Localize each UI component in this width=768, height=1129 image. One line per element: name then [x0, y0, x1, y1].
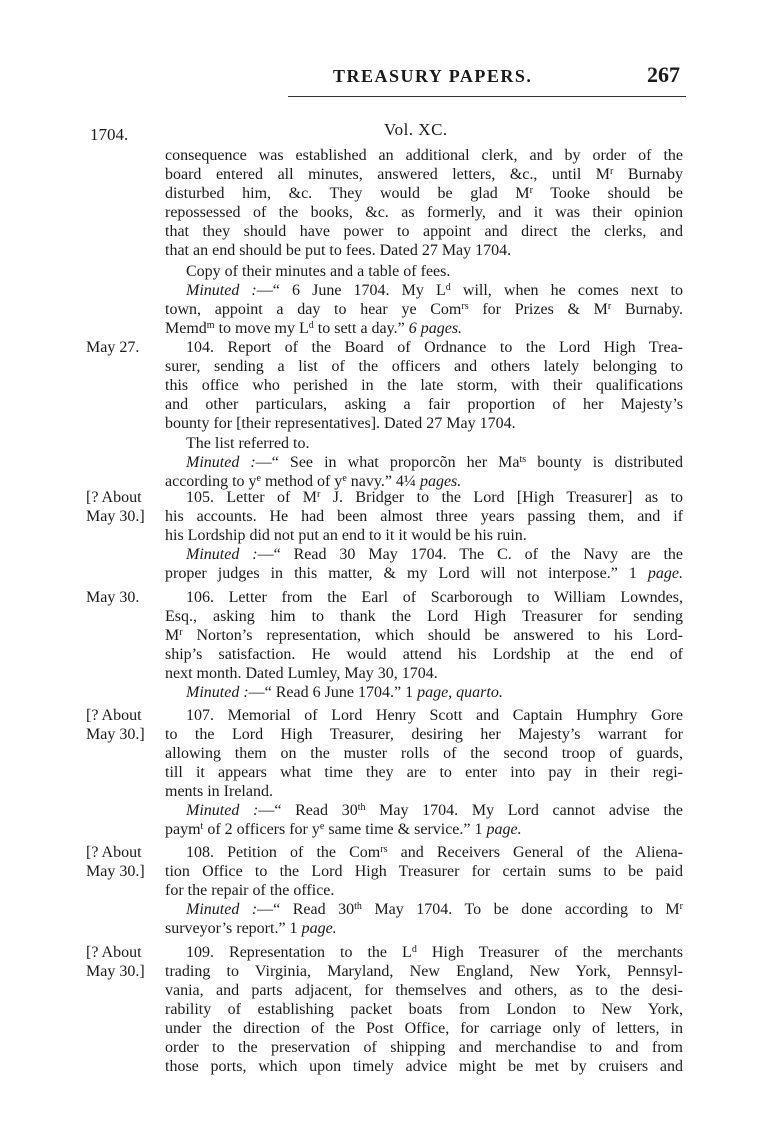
text-line: 108. Petition of the Com$^{rs}$ and Receivers General of the Aliena-: [186, 844, 684, 861]
margin-date: [? About: [86, 944, 142, 961]
margin-date: May 30.]: [86, 726, 145, 743]
minute-line: Minuted :—“ 6 June 1704. My $L^d$ will, when he comes next to: [186, 282, 683, 299]
text-line: 106. Letter from the Earl of Scarborough to William Lowndes,: [186, 589, 683, 606]
text-line: $M^r$ Norton’s representation, which should be answered to his Lord-: [165, 627, 683, 644]
text-line: disturbed him, &c. They would be glad $M^r$ Tooke should be: [165, 185, 683, 202]
text-line: 104. Report of the Board of Ordnance to the Lord High Trea-: [186, 339, 683, 356]
text-line: order to the preservation of shipping and merchandise to and from: [165, 1039, 683, 1056]
margin-date: May 30.]: [86, 508, 145, 525]
minute-line: Minuted :—“ Read 30 May 1704. The C. of the Navy are the: [186, 546, 684, 563]
text-line: his accounts. He had been almost three years passing them, and if: [165, 508, 683, 525]
text-line: board entered all minutes, answered letters, &c., until $M^r$ Burnaby: [165, 166, 684, 183]
text-line: 109. Representation to the $L^d$ High Treasurer of the merchants: [186, 944, 684, 961]
text-line: allowing them on the muster rolls of the second troop of guards,: [165, 745, 683, 762]
text-line: bounty for [their representatives]. Dated 27 May 1704.: [165, 415, 516, 432]
text-line: Memd$^m$ to move my $L^d$ to sett a day.” 6 pages.: [165, 320, 463, 337]
text-line: to the Lord High Treasurer, desiring her Majesty’s warrant for: [165, 726, 683, 743]
margin-date: [? About: [86, 489, 142, 506]
volume-heading: Vol. XC.: [384, 120, 448, 139]
text-line: 105. Letter of $M^r$ J. Bridger to the Lord [High Treasurer] as to: [186, 489, 684, 506]
margin-date: May 30.]: [86, 963, 145, 980]
text-line: ship’s satisfaction. He would attend his Lordship at the end of: [165, 646, 683, 663]
text-line: that an end should be put to fees. Dated 27 May 1704.: [165, 242, 512, 259]
text-line: paym$^t$ of 2 officers for $y^e$ same time & service.” 1 page.: [165, 821, 522, 838]
text-line: that they should have power to appoint and direct the clerks, and: [165, 223, 683, 240]
running-head: TREASURY PAPERS.: [333, 66, 533, 86]
margin-date: May 27.: [86, 339, 140, 356]
text-line: this office who perished in the late storm, with their qualifications: [165, 377, 683, 394]
text-line: surveyor’s report.” 1 page.: [165, 920, 337, 937]
text-line: surer, sending a list of the officers and others lately belonging to: [165, 358, 683, 375]
text-line: according to $y^e$ method of $y^e$ navy.” 4¼ pages.: [165, 473, 462, 490]
margin-year: 1704.: [90, 125, 129, 144]
text-line: his Lordship did not put an end to it it would be his ruin.: [165, 527, 527, 544]
text-line: Copy of their minutes and a table of fees.: [186, 263, 451, 280]
text-line: tion Office to the Lord High Treasurer for certain sums to be paid: [165, 863, 683, 880]
text-line: 107. Memorial of Lord Henry Scott and Captain Humphry Gore: [186, 707, 683, 724]
text-line: The list referred to.: [186, 435, 310, 452]
text-line: repossessed of the books, &c. as formerly, and it was their opinion: [165, 204, 683, 221]
text-line: and other particulars, asking a fair proportion of her Majesty’s: [165, 396, 683, 413]
margin-date: May 30.]: [86, 863, 145, 880]
text-line: vania, and parts adjacent, for themselves and others, as to the desi-: [165, 982, 683, 999]
text-line: town, appoint a day to hear ye Com$^{rs}$ for Prizes & $M^r$ Burnaby.: [165, 301, 684, 318]
text-line: ments in Ireland.: [165, 783, 273, 800]
margin-date: May 30.: [86, 589, 140, 606]
minute-line: Minuted :—“ See in what proporcõn her $Ma^{ts}$ bounty is distributed: [186, 454, 683, 471]
text-line: Esq., asking him to thank the Lord High Treasurer for sending: [165, 608, 683, 625]
margin-date: [? About: [86, 844, 142, 861]
text-line: rability of establishing packet boats from London to New York,: [165, 1001, 683, 1018]
minute-line: Minuted :—“ Read 30th May 1704. My Lord cannot advise the: [186, 802, 684, 819]
minute-line: Minuted :—“ Read 6 June 1704.” 1 page, quarto.: [186, 684, 503, 701]
text-line: till it appears what time they are to enter into pay in their regi-: [165, 764, 683, 781]
text-line: proper judges in this matter, & my Lord will not interpose.” 1 page.: [165, 565, 683, 582]
text-line: next month. Dated Lumley, May 30, 1704.: [165, 665, 438, 682]
margin-date: [? About: [86, 707, 142, 724]
page-number: 267: [647, 62, 680, 87]
header-rule: [288, 96, 686, 97]
text-line: for the repair of the office.: [165, 882, 335, 899]
text-line: those ports, which upon timely advice might be met by cruisers and: [165, 1058, 683, 1075]
text-line: under the direction of the Post Office, for carriage only of letters, in: [165, 1020, 683, 1037]
text-line: consequence was established an additional clerk, and by order of the: [165, 147, 683, 164]
text-line: trading to Virginia, Maryland, New England, New York, Pennsyl-: [165, 963, 683, 980]
minute-line: Minuted :—“ Read 30th May 1704. To be done according to $M^r$: [186, 901, 683, 918]
